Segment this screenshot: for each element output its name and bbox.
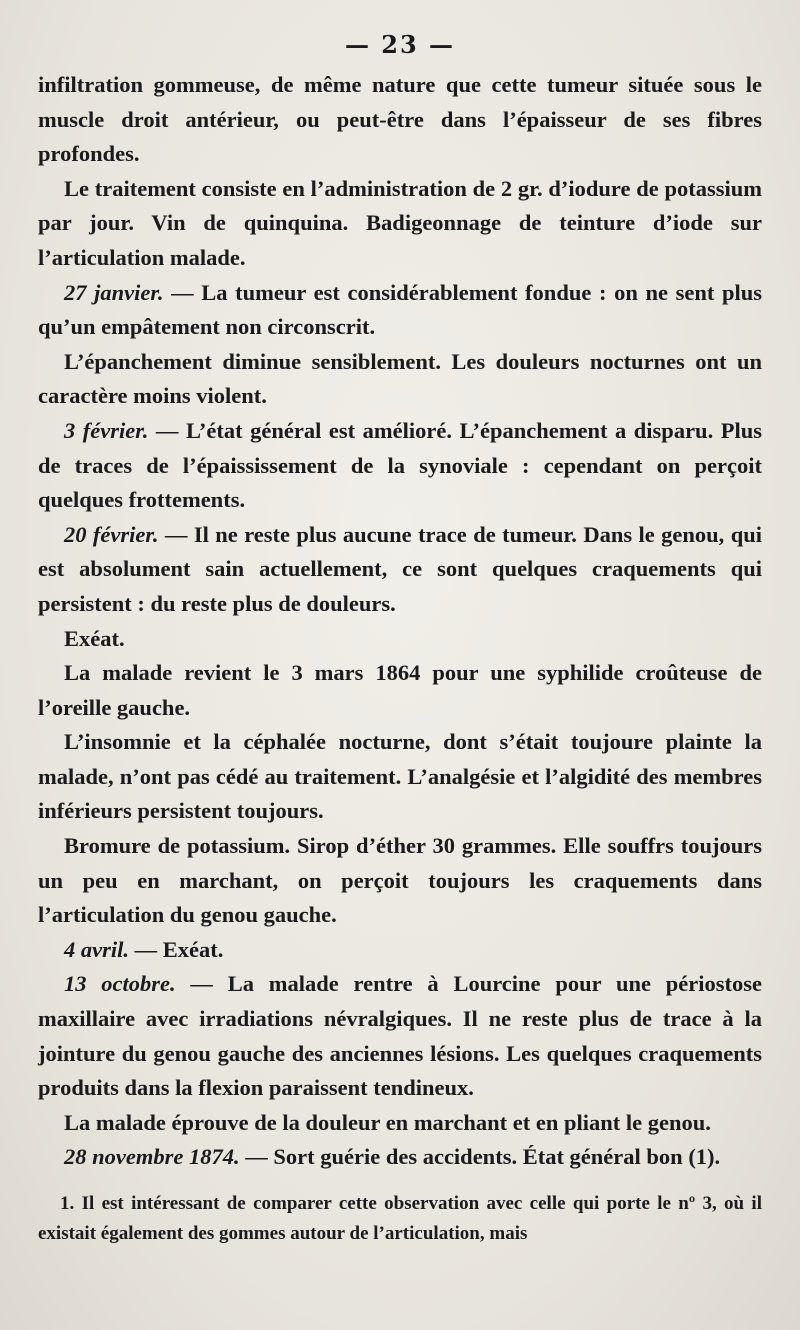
footnote: 1. Il est intéressant de comparer cette observation avec celle qui porte le nº 3, où il existait également des gommes autour de l’articulation, mais xyxy=(38,1193,762,1244)
entry-text: — L’état général est amélioré. L’épanchement a disparu. Plus de traces de l’épaississement de la synoviale : cependant on perçoit quelques frottements. xyxy=(38,417,762,513)
entry-date: 13 octobre. xyxy=(64,971,176,997)
entry-text: — Exéat. xyxy=(129,936,224,962)
entry-date: 20 février. xyxy=(64,521,159,547)
entry-text: — La tumeur est considérablement fondue : on ne sent plus qu’un empâtement non circonscrit. xyxy=(38,279,762,340)
paragraph-6 xyxy=(38,518,762,622)
paragraph-13: La malade éprouve de la douleur en marchant et en pliant le genou. xyxy=(64,1109,711,1135)
entry-text: — Sort guérie des accidents. État général bon (1). xyxy=(239,1144,721,1170)
paragraph-5 xyxy=(38,414,762,518)
paragraph-8: La malade revient le 3 mars 1864 pour une syphilide croûteuse de l’oreille gauche. xyxy=(38,660,762,720)
paragraph-11 xyxy=(38,933,762,968)
entry-text: — La malade rentre à Lourcine pour une périostose maxillaire avec irradiations névralgiques. Il ne reste plus de trace à la jointure du genou gauche des anciennes lésions. Les quelques craquements produits dans la flexion paraissent tendineux. xyxy=(38,971,762,1101)
entry-date: 28 novembre 1874. xyxy=(64,1144,240,1170)
entry-date: 4 avril. xyxy=(64,936,129,962)
page-number: — 23 — xyxy=(344,30,456,59)
paragraph-2: Le traitement consiste en l’administration de 2 gr. d’iodure de potassium par jour. Vin de quinquina. Badigeonnage de teinture d’iode sur l’articulation malade. xyxy=(38,175,762,270)
paragraph-9: L’insomnie et la céphalée nocturne, dont s’était toujoure plainte la malade, n’ont pas cédé au traitement. L’analgésie et l’algidité des membres inférieurs persistent toujours. xyxy=(38,729,762,824)
paragraph-14 xyxy=(38,1140,762,1175)
paragraph-12 xyxy=(38,967,762,1105)
paragraph-4: L’épanchement diminue sensiblement. Les douleurs nocturnes ont un caractère moins violent. xyxy=(38,348,762,409)
entry-date: 3 février. xyxy=(64,417,149,443)
paragraph-10: Bromure de potassium. Sirop d’éther 30 grammes. Elle souffrs toujours un peu en marchant, on perçoit toujours les craquements dans l’articulation du genou gauche. xyxy=(38,833,762,928)
paragraph-3 xyxy=(38,276,762,345)
paragraph-1: infiltration gommeuse, de même nature que cette tumeur située sous le muscle droit antérieur, ou peut-être dans l’épaisseur de ses fibres profondes. xyxy=(38,72,762,167)
paragraph-7: Exéat. xyxy=(64,625,125,651)
entry-date: 27 janvier. xyxy=(64,279,164,305)
entry-text: — Il ne reste plus aucune trace de tumeur. Dans le genou, qui est absolument sain actuellement, ce sont quelques craquements qui persistent : du reste plus de douleurs. xyxy=(38,521,762,616)
